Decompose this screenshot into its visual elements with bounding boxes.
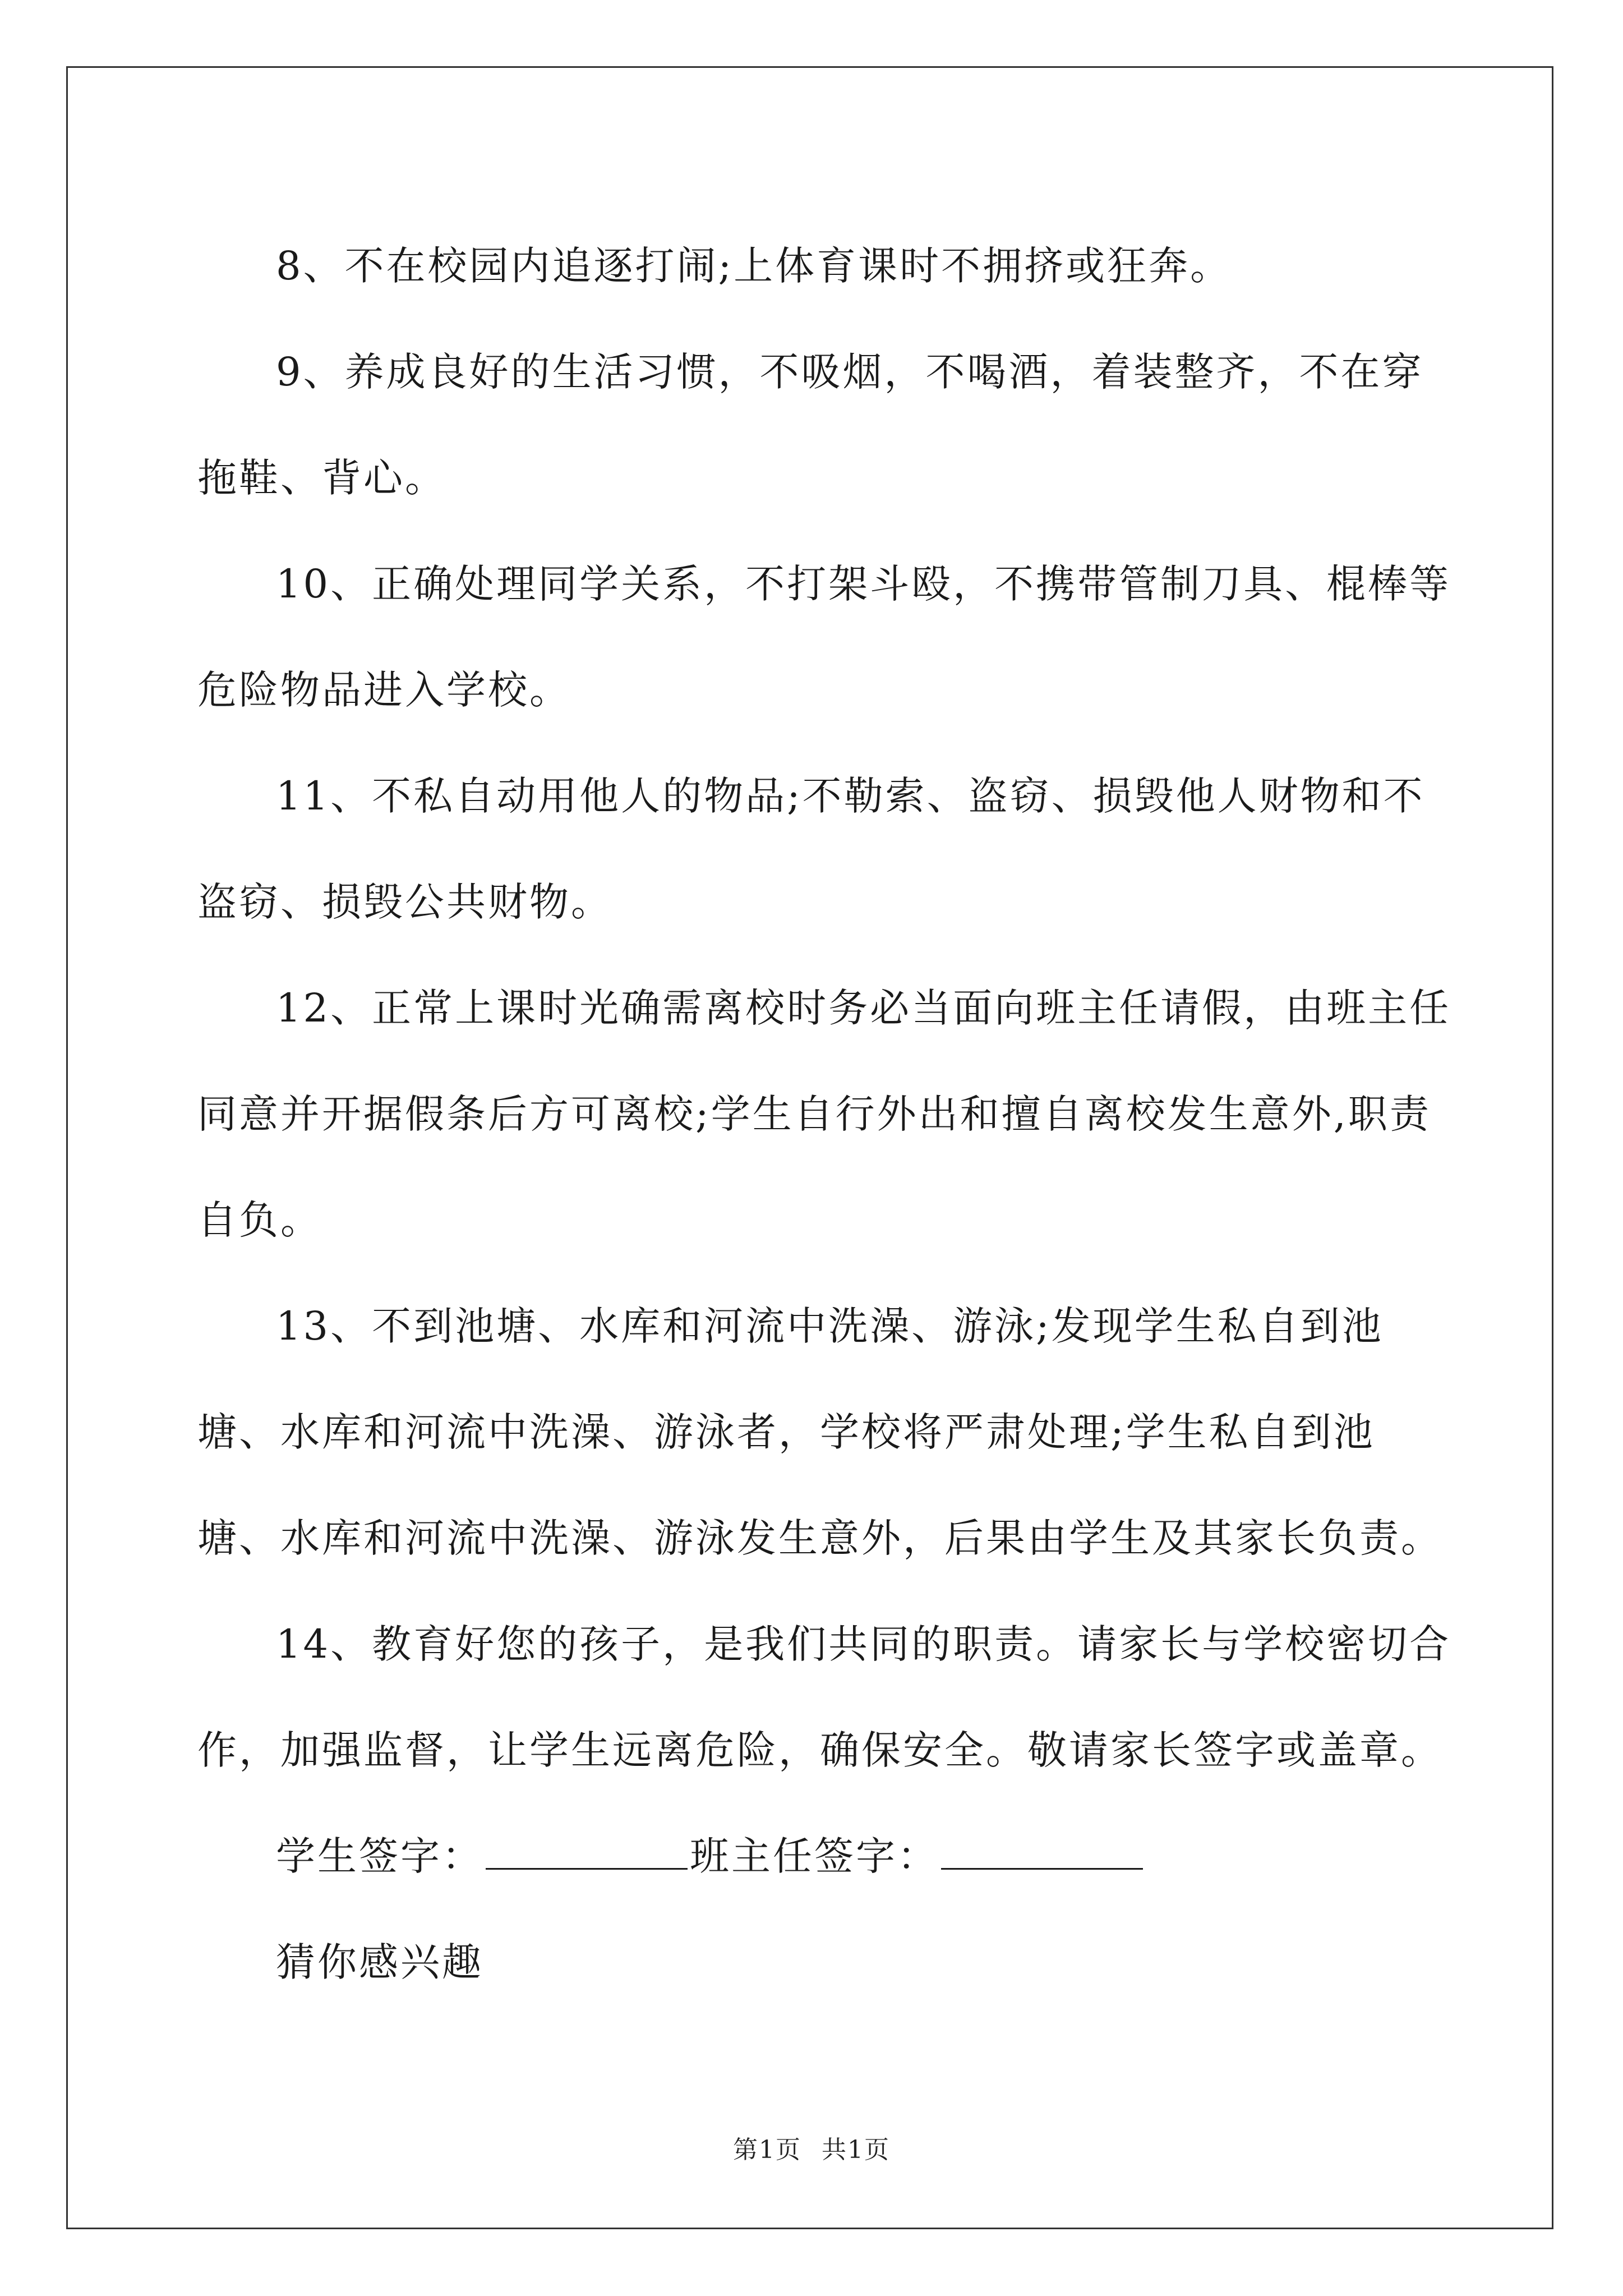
paragraph-9: 9、养成良好的生活习惯，不吸烟，不喝酒，着装整齐，不在穿拖鞋、背心。 <box>197 349 1424 501</box>
paragraph-10: 10、正确处理同学关系，不打架斗殴，不携带管制刀具、棍棒等危险物品进入学校。 <box>197 561 1451 713</box>
page-footer <box>0 2129 1623 2165</box>
paragraph-14: 14、教育好您的孩子，是我们共同的职责。请家长与学校密切合作，加强监督，让学生远离危险，确保安全。敬请家长签字或盖章。 <box>197 1621 1451 1773</box>
paragraph-8: 8、不在校园内追逐打闹;上体育课时不拥挤或狂奔。 <box>276 243 1232 289</box>
teacher-signature-field[interactable] <box>941 1834 1143 1870</box>
page-total: 共1页 <box>822 2136 890 2164</box>
teacher-signature-label: 班主任签字： <box>690 1833 939 1879</box>
paragraph-13: 13、不到池塘、水库和河流中洗澡、游泳;发现学生私自到池塘、水库和河流中洗澡、游泳者，学校将严肃处理;学生私自到池塘、水库和河流中洗澡、游泳发生意外，后果由学生及其家长负责。 <box>197 1303 1442 1561</box>
student-signature-label: 学生签字： <box>276 1833 483 1879</box>
paragraph-11: 11、不私自动用他人的物品;不勒索、盗窃、损毁他人财物和不盗窃、损毁公共财物。 <box>197 773 1425 925</box>
student-signature-field[interactable] <box>486 1834 688 1870</box>
signature-row <box>197 1803 1454 1910</box>
paragraph-12: 12、正常上课时光确需离校时务必当面向班主任请假，由班主任同意并开据假条后方可离校;学生自行外出和擅自离校发生意外,职责自负。 <box>197 985 1451 1243</box>
related-heading: 猜你感兴趣 <box>276 1939 483 1985</box>
page-number: 第1页 <box>733 2136 801 2164</box>
document-body <box>197 213 1454 2016</box>
